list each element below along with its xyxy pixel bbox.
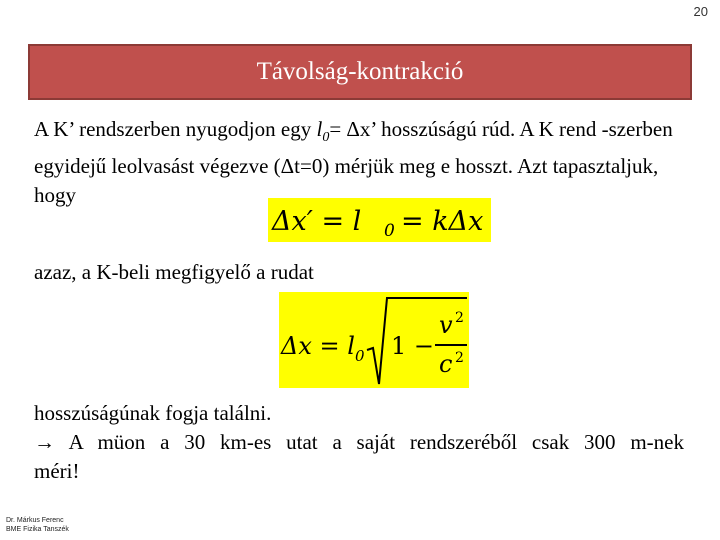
- equation-2-numerator: 𝑣: [439, 311, 453, 339]
- equation-1-lhs: Δ𝑥′ = 𝑙: [272, 206, 362, 237]
- equation-1-lhs-sub: 0: [384, 221, 395, 241]
- paragraph-3-line1: hosszúságúnak fogja találni.: [34, 401, 272, 425]
- footer: [6, 516, 69, 534]
- equation-2: [279, 292, 469, 388]
- paragraph-1-part2: = Δx’ hosszúságú rúd. A K rend -szerben egyidejű leolvasást végezve (Δt=0) mérjük meg e hosszt. Azt tapasztaljuk, hogy: [34, 117, 673, 208]
- right-arrow-icon: →: [34, 430, 55, 454]
- equation-2-denominator-exp: 2: [455, 350, 464, 366]
- equation-2-numerator-exp: 2: [455, 310, 464, 326]
- slide-title: Távolság-kontrakció: [256, 58, 464, 85]
- page-number: 20: [693, 4, 708, 19]
- footer-department: BME Fizika Tanszék: [6, 526, 69, 533]
- paragraph-1-part1: A K’ rendszerben nyugodjon egy: [34, 117, 317, 141]
- equation-2-one-minus: 1 −: [391, 332, 435, 360]
- equation-2-denominator: 𝑐: [439, 350, 453, 378]
- l0-subscript: 0: [322, 130, 330, 146]
- paragraph-1: [34, 115, 684, 210]
- title-bar: [28, 44, 692, 100]
- paragraph-3-line2-wrap: [34, 428, 684, 457]
- paragraph-3-line2: A müon a 30 km-es utat a saját rendszeréből csak 300 m-nek: [55, 430, 684, 454]
- equation-2-svg: [279, 292, 469, 388]
- equation-2-lhs-sub: 0: [355, 347, 365, 365]
- paragraph-2: azaz, a K-beli megfigyelő a rudat: [34, 260, 314, 284]
- equation-1: [268, 198, 491, 242]
- l0-symbol: l: [316, 117, 323, 141]
- paragraph-3-line3: méri!: [34, 459, 80, 483]
- equation-1-svg: [268, 198, 491, 242]
- equation-1-rhs: = 𝑘Δ𝑥: [401, 206, 484, 237]
- paragraph-3: [34, 399, 684, 486]
- footer-author: Dr. Márkus Ferenc: [6, 517, 64, 524]
- equation-2-lhs: Δ𝑥 = 𝑙: [281, 332, 355, 360]
